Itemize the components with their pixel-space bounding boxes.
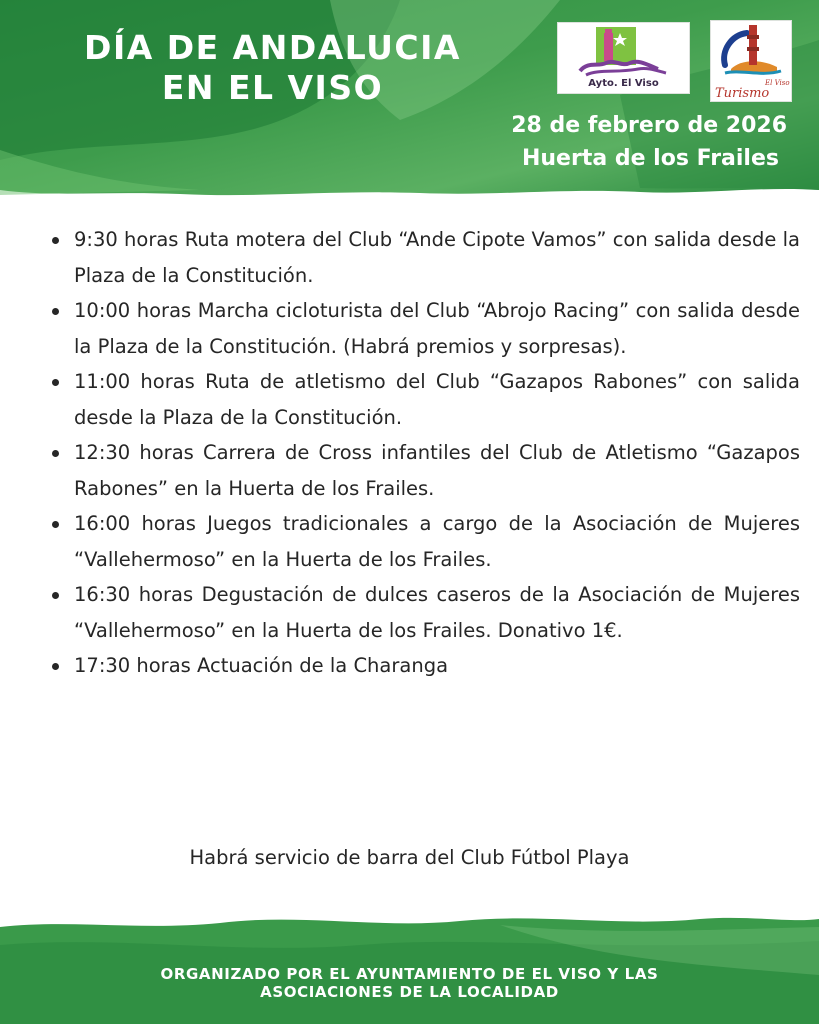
event-location: Huerta de los Frailes xyxy=(521,146,779,171)
event-date: 28 de febrero de 2026 xyxy=(511,113,787,138)
title-line-1: DÍA DE ANDALUCIA xyxy=(84,28,461,67)
event-item xyxy=(48,506,800,577)
bullet-icon xyxy=(52,379,59,386)
event-item xyxy=(48,648,800,684)
footer-line-2: ASOCIACIONES DE LA LOCALIDAD xyxy=(260,983,559,1001)
ayuntamiento-logo xyxy=(557,22,690,94)
event-item-text: 10:00 horas Marcha cicloturista del Club “Abrojo Racing” con salida desde la Plaza de la Constitución. (Habrá premios y sorpresas). xyxy=(74,299,800,358)
footer-line-1: ORGANIZADO POR EL AYUNTAMIENTO DE EL VISO Y LAS xyxy=(160,965,659,983)
event-title xyxy=(0,28,545,108)
event-item-text: 16:00 horas Juegos tradicionales a cargo de la Asociación de Mujeres “Vallehermoso” en la Huerta de los Frailes. xyxy=(74,512,800,571)
event-item xyxy=(48,364,800,435)
turismo-logo-script: El Viso xyxy=(765,79,790,87)
event-item xyxy=(48,435,800,506)
bullet-icon xyxy=(52,450,59,457)
ayuntamiento-emblem-icon xyxy=(558,23,689,79)
organizer-footer xyxy=(0,965,819,1001)
event-item-text: 11:00 horas Ruta de atletismo del Club “Gazapos Rabones” con salida desde la Plaza de la Constitución. xyxy=(74,370,800,429)
bullet-icon xyxy=(52,592,59,599)
bullet-icon xyxy=(52,663,59,670)
event-item-text: 17:30 horas Actuación de la Charanga xyxy=(74,654,449,677)
bullet-icon xyxy=(52,237,59,244)
event-item-text: 12:30 horas Carrera de Cross infantiles del Club de Atletismo “Gazapos Rabones” en la Huerta de los Frailes. xyxy=(74,441,800,500)
event-schedule-list xyxy=(48,222,800,684)
turismo-logo-word: Turismo xyxy=(715,86,770,101)
event-item-text: 16:30 horas Degustación de dulces caseros de la Asociación de Mujeres “Vallehermoso” en la Huerta de los Frailes. Donativo 1€. xyxy=(74,583,800,642)
bar-service-note: Habrá servicio de barra del Club Fútbol Playa xyxy=(189,846,630,869)
bullet-icon xyxy=(52,521,59,528)
bullet-icon xyxy=(52,308,59,315)
title-line-2: EN EL VISO xyxy=(161,68,384,107)
event-item-text: 9:30 horas Ruta motera del Club “Ande Cipote Vamos” con salida desde la Plaza de la Constitución. xyxy=(74,228,800,287)
ayuntamiento-logo-caption: Ayto. El Viso xyxy=(588,78,659,89)
turismo-emblem-icon xyxy=(711,21,791,101)
event-item xyxy=(48,293,800,364)
event-item xyxy=(48,577,800,648)
turismo-logo xyxy=(710,20,792,102)
event-item xyxy=(48,222,800,293)
